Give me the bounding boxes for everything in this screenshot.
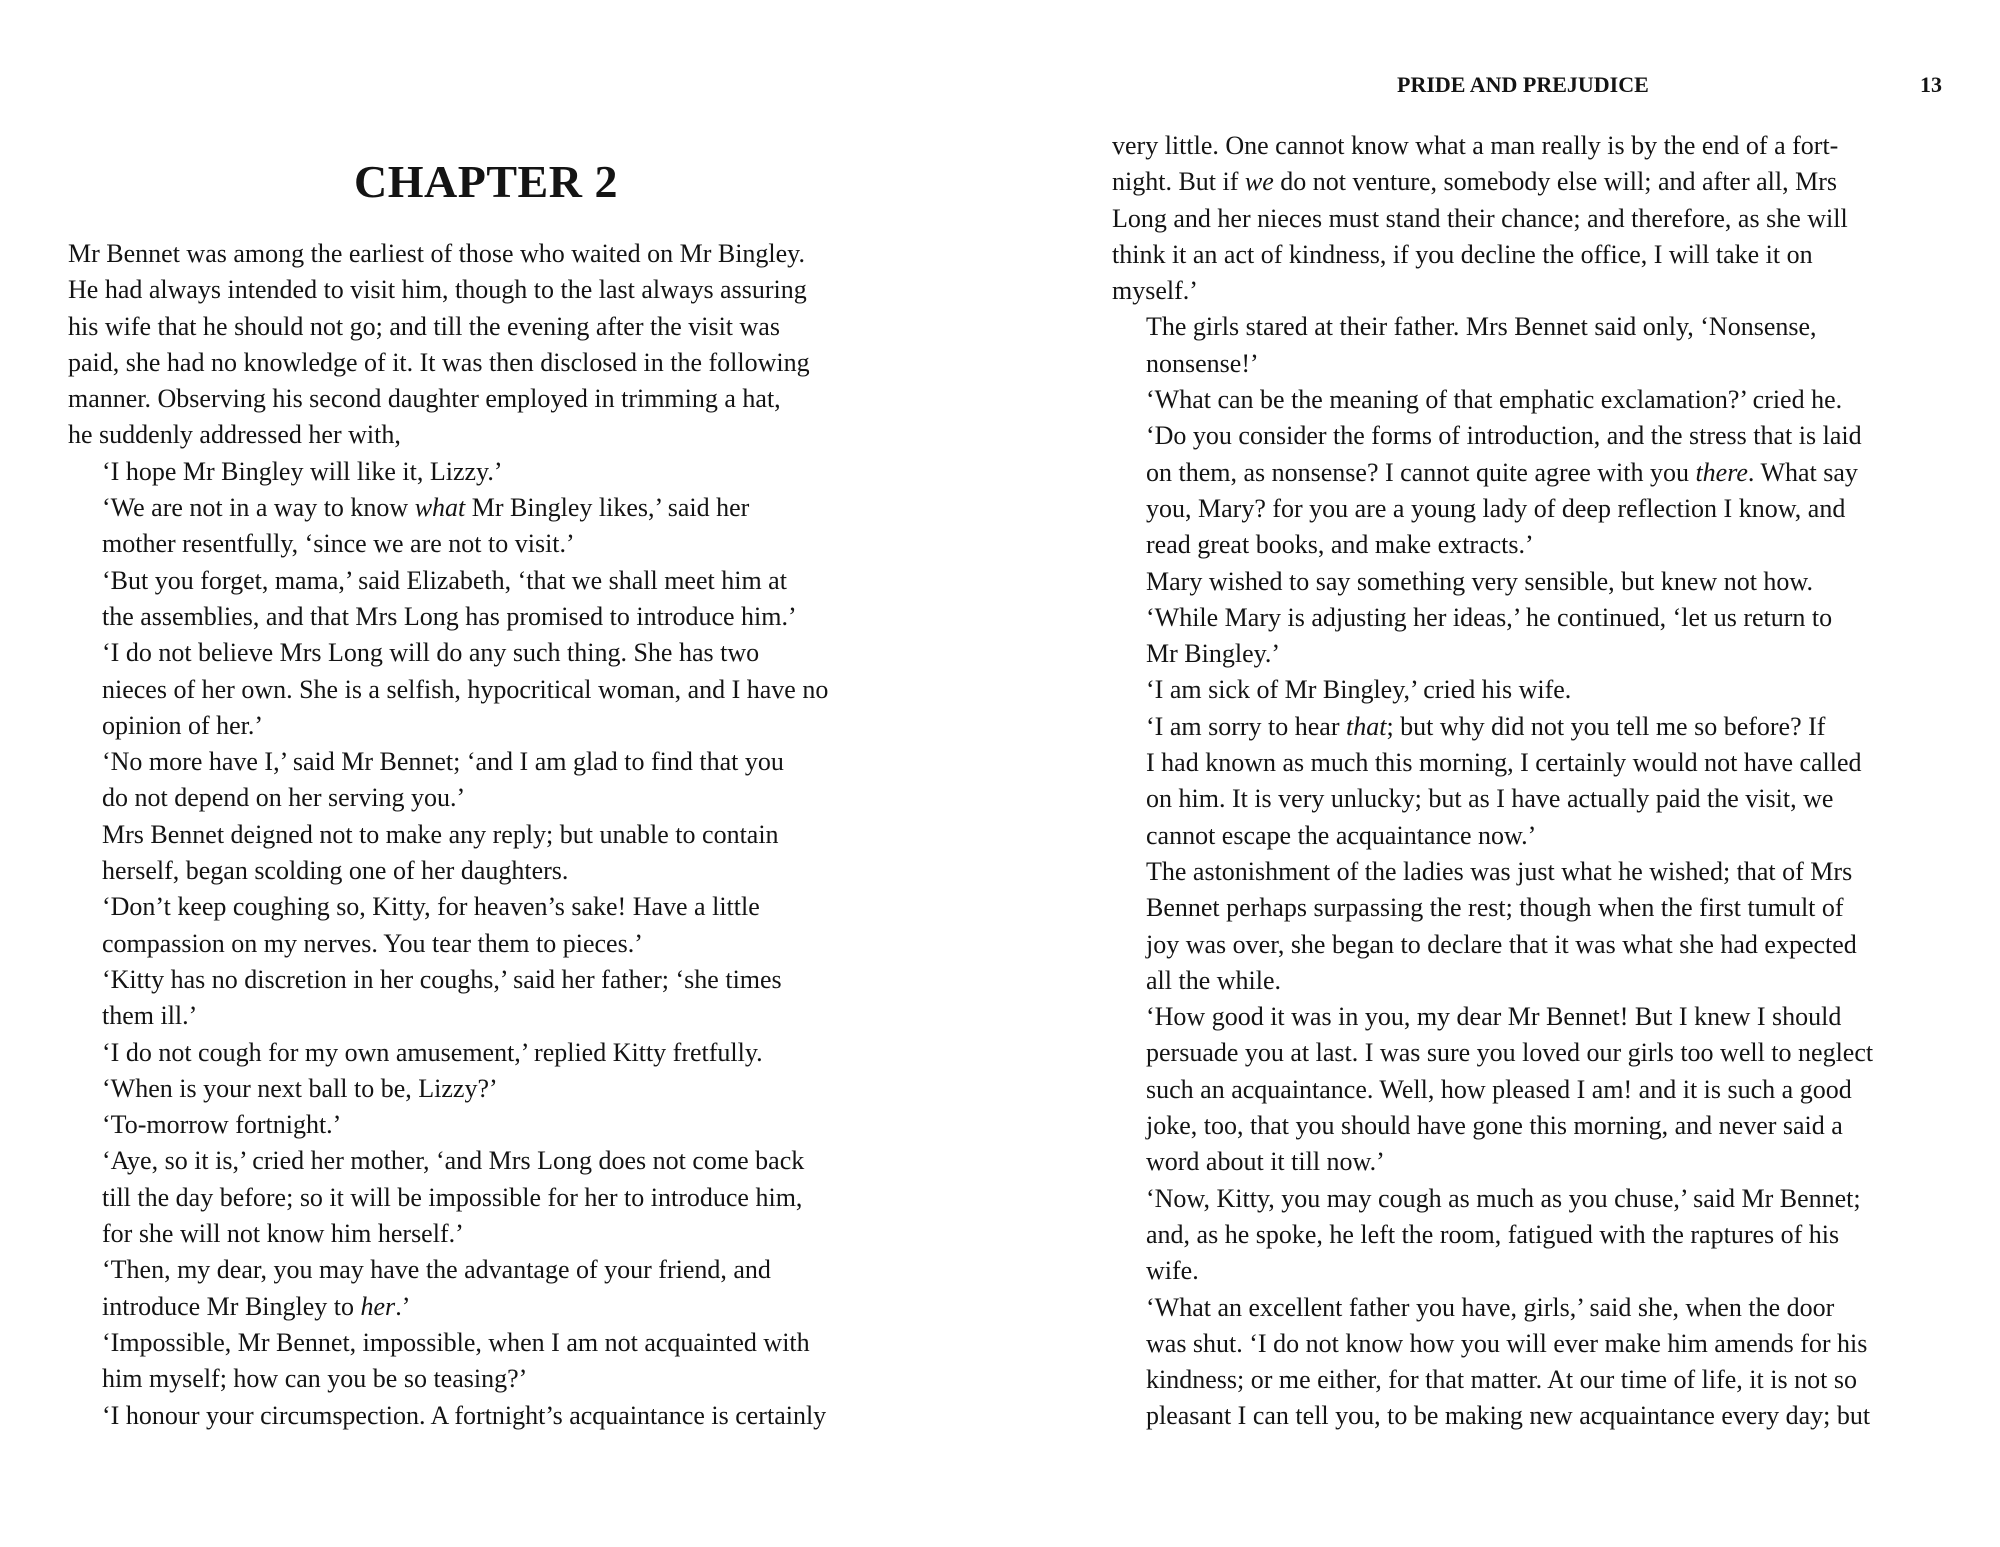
- paragraph: [1112, 600, 1942, 673]
- text-line: all the while.: [1146, 965, 1282, 995]
- text-line: ‘We are not in a way to know what Mr Bingley likes,’ said her: [102, 493, 750, 523]
- text-line: I had known as much this morning, I certainly would not have called: [1146, 748, 1862, 778]
- paragraph: [1112, 672, 1942, 708]
- text-line: mother resentfully, ‘since we are not to visit.’: [102, 529, 575, 559]
- page-number: 13: [1920, 72, 1942, 97]
- text-line: ‘While Mary is adjusting her ideas,’ he continued, ‘let us return to: [1146, 602, 1833, 632]
- text-line: wife.: [1146, 1256, 1199, 1286]
- text-line: ‘I do not believe Mrs Long will do any such thing. She has two: [102, 638, 760, 668]
- text-line: ‘I honour your circumspection. A fortnight’s acquaintance is certainly: [102, 1400, 827, 1430]
- right-page-text: [1112, 128, 1942, 1435]
- text-line: opinion of her.’: [102, 710, 264, 740]
- text-line: herself, began scolding one of her daughters.: [102, 856, 569, 886]
- text-line: The girls stared at their father. Mrs Bennet said only, ‘Nonsense,: [1146, 312, 1817, 342]
- text-line: read great books, and make extracts.’: [1146, 530, 1534, 560]
- text-line: Mrs Bennet deigned not to make any reply; but unable to contain: [102, 819, 779, 849]
- paragraph: [68, 817, 904, 890]
- paragraph: [68, 1325, 904, 1398]
- text-line: think it an act of kindness, if you decline the office, I will take it on: [1112, 239, 1813, 269]
- paragraph: [1112, 709, 1942, 854]
- text-line: Bennet perhaps surpassing the rest; though when the first tumult of: [1146, 893, 1844, 923]
- text-line: night. But if we do not venture, somebody else will; and after all, Mrs: [1112, 167, 1837, 197]
- chapter-title: CHAPTER 2: [354, 156, 618, 207]
- text-line: nieces of her own. She is a selfish, hypocritical woman, and I have no: [102, 674, 829, 704]
- running-head: [1112, 70, 1942, 100]
- text-line: on them, as nonsense? I cannot quite agree with you there. What say: [1146, 457, 1858, 487]
- paragraph: [68, 889, 904, 962]
- text-line: ‘To-morrow fortnight.’: [102, 1110, 342, 1140]
- text-line: till the day before; so it will be impossible for her to introduce him,: [102, 1182, 803, 1212]
- paragraph: [1112, 1290, 1942, 1435]
- text-line: and, as he spoke, he left the room, fatigued with the raptures of his: [1146, 1219, 1840, 1249]
- text-line: was shut. ‘I do not know how you will ever make him amends for his: [1146, 1328, 1868, 1358]
- text-line: nonsense!’: [1146, 348, 1259, 378]
- text-line: ‘I do not cough for my own amusement,’ replied Kitty fretfully.: [102, 1037, 763, 1067]
- paragraph: [1112, 854, 1942, 999]
- text-line: ‘No more have I,’ said Mr Bennet; ‘and I am glad to find that you: [102, 747, 784, 777]
- running-head-title: PRIDE AND PREJUDICE: [1397, 72, 1649, 97]
- text-line: ‘Don’t keep coughing so, Kitty, for heaven’s sake! Have a little: [102, 892, 760, 922]
- text-line: ‘What an excellent father you have, girls,’ said she, when the door: [1146, 1292, 1835, 1322]
- text-line: ‘What can be the meaning of that emphatic exclamation?’ cried he.: [1146, 385, 1843, 415]
- text-line: ‘Now, Kitty, you may cough as much as you chuse,’ said Mr Bennet;: [1146, 1183, 1861, 1213]
- text-line: ‘But you forget, mama,’ said Elizabeth, ‘that we shall meet him at: [102, 565, 787, 595]
- text-line: joy was over, she began to declare that it was what she had expected: [1146, 929, 1857, 959]
- text-line: introduce Mr Bingley to her.’: [102, 1291, 411, 1321]
- paragraph: [1112, 564, 1942, 600]
- text-line: on him. It is very unlucky; but as I have actually paid the visit, we: [1146, 784, 1834, 814]
- paragraph: [68, 1252, 904, 1325]
- paragraph: [1112, 382, 1942, 563]
- paragraph: [68, 635, 904, 744]
- text-line: myself.’: [1112, 276, 1198, 306]
- paragraph: [1112, 309, 1942, 382]
- text-line: ‘Then, my dear, you may have the advantage of your friend, and: [102, 1255, 771, 1285]
- text-line: joke, too, that you should have gone this morning, and never said a: [1146, 1111, 1843, 1141]
- left-page-text: [68, 236, 904, 1434]
- paragraph: [68, 236, 904, 454]
- paragraph: [68, 1035, 904, 1071]
- text-line: very little. One cannot know what a man really is by the end of a fort-: [1112, 131, 1839, 160]
- paragraph: [68, 1398, 904, 1434]
- paragraph: [68, 1107, 904, 1143]
- text-line: ‘Do you consider the forms of introduction, and the stress that is laid: [1146, 421, 1862, 451]
- text-line: ‘How good it was in you, my dear Mr Bennet! But I knew I should: [1146, 1002, 1842, 1032]
- text-line: the assemblies, and that Mrs Long has promised to introduce him.’: [102, 601, 797, 631]
- paragraph: [68, 490, 904, 563]
- text-line: cannot escape the acquaintance now.’: [1146, 820, 1537, 850]
- paragraph: [68, 1071, 904, 1107]
- text-line: he suddenly addressed her with,: [68, 420, 401, 450]
- text-line: for she will not know him herself.’: [102, 1219, 464, 1249]
- paragraph: [68, 1143, 904, 1252]
- text-line: his wife that he should not go; and till the evening after the visit was: [68, 311, 780, 341]
- text-line: them ill.’: [102, 1001, 198, 1031]
- text-line: kindness; or me either, for that matter. At our time of life, it is not so: [1146, 1365, 1857, 1395]
- text-line: ‘Impossible, Mr Bennet, impossible, when I am not acquainted with: [102, 1327, 810, 1357]
- text-line: such an acquaintance. Well, how pleased I am! and it is such a good: [1146, 1074, 1852, 1104]
- text-line: persuade you at last. I was sure you loved our girls too well to neglect: [1146, 1038, 1874, 1068]
- text-line: ‘Kitty has no discretion in her coughs,’ said her father; ‘she times: [102, 964, 782, 994]
- paragraph: [68, 962, 904, 1035]
- paragraph: [1112, 128, 1942, 309]
- text-line: compassion on my nerves. You tear them to pieces.’: [102, 928, 643, 958]
- text-line: ‘When is your next ball to be, Lizzy?’: [102, 1073, 498, 1103]
- text-line: ‘I am sick of Mr Bingley,’ cried his wife.: [1146, 675, 1572, 705]
- text-line: The astonishment of the ladies was just what he wished; that of Mrs: [1146, 856, 1853, 886]
- paragraph: [1112, 1181, 1942, 1290]
- text-line: pleasant I can tell you, to be making new acquaintance every day; but: [1146, 1401, 1871, 1431]
- text-line: him myself; how can you be so teasing?’: [102, 1364, 528, 1394]
- text-line: do not depend on her serving you.’: [102, 783, 466, 813]
- paragraph: [68, 563, 904, 636]
- text-line: Long and her nieces must stand their chance; and therefore, as she will: [1112, 203, 1848, 233]
- text-line: Mr Bennet was among the earliest of those who waited on Mr Bingley.: [68, 239, 805, 268]
- text-line: Mary wished to say something very sensible, but knew not how.: [1146, 566, 1813, 596]
- paragraph: [68, 454, 904, 490]
- text-line: you, Mary? for you are a young lady of deep reflection I know, and: [1146, 493, 1846, 523]
- text-line: He had always intended to visit him, though to the last always assuring: [68, 275, 807, 305]
- text-line: ‘I am sorry to hear that; but why did not you tell me so before? If: [1146, 711, 1826, 741]
- text-line: ‘I hope Mr Bingley will like it, Lizzy.’: [102, 456, 503, 486]
- text-line: word about it till now.’: [1146, 1147, 1385, 1177]
- text-line: Mr Bingley.’: [1146, 639, 1281, 669]
- text-line: paid, she had no knowledge of it. It was then disclosed in the following: [68, 347, 810, 377]
- paragraph: [1112, 999, 1942, 1180]
- text-line: manner. Observing his second daughter employed in trimming a hat,: [68, 384, 781, 414]
- text-line: ‘Aye, so it is,’ cried her mother, ‘and Mrs Long does not come back: [102, 1146, 805, 1176]
- paragraph: [68, 744, 904, 817]
